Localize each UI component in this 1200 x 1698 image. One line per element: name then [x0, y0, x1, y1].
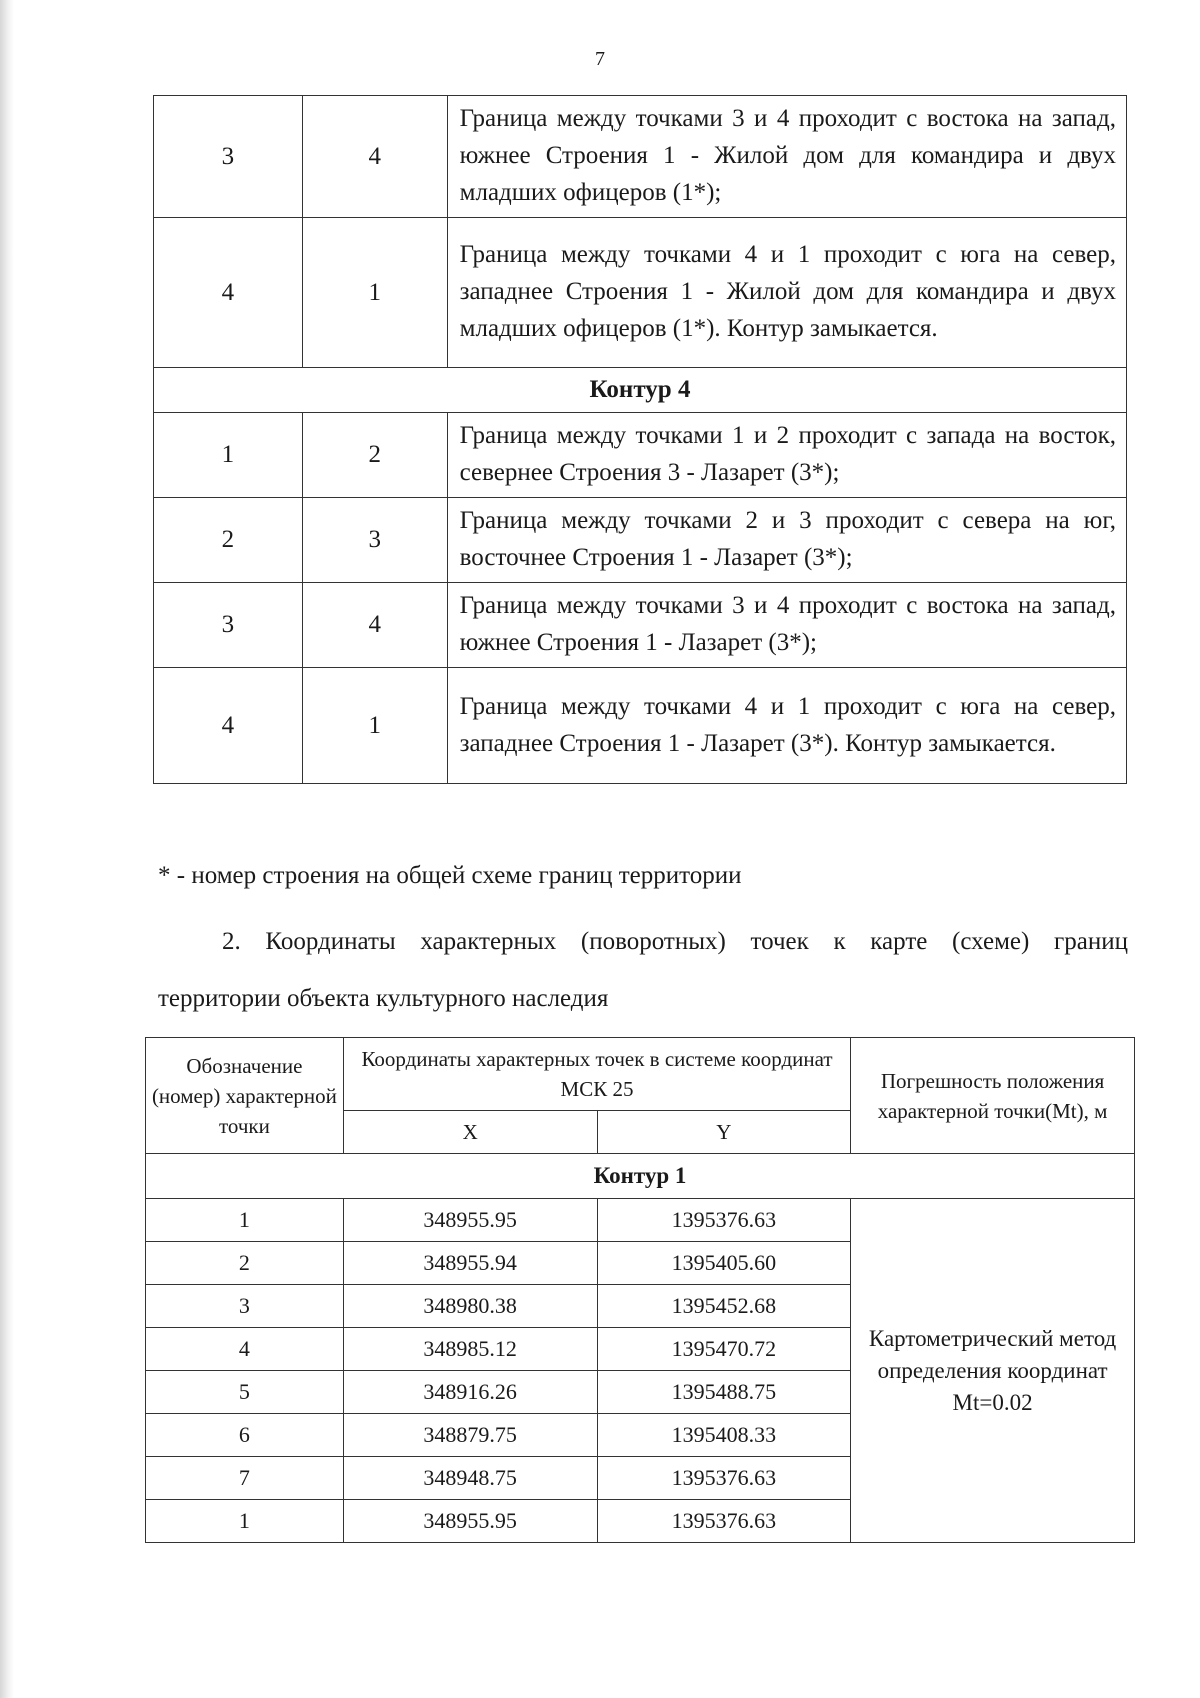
footnote: * - номер строения на общей схеме границ территории	[158, 862, 742, 889]
paragraph-line-2: территории объекта культурного наследия	[158, 985, 609, 1012]
boundary-description: Граница между точками 3 и 4 проходит с востока на запад, южнее Строения 1 - Лазарет (3*);	[447, 583, 1126, 668]
point-from: 3	[154, 583, 303, 668]
boundary-description: Граница между точками 4 и 1 проходит с юга на север, западнее Строения 1 - Жилой дом для командира и двух младших офицеров (1*). Контур замыкается.	[447, 218, 1126, 368]
point-to: 4	[302, 96, 447, 218]
y-coordinate: 1395376.63	[597, 1199, 851, 1242]
boundary-description: Граница между точками 3 и 4 проходит с востока на запад, южнее Строения 1 - Жилой дом для командира и двух младших офицеров (1*);	[447, 96, 1126, 218]
x-coordinate: 348879.75	[343, 1414, 597, 1457]
section-paragraph	[158, 913, 1128, 1027]
contour-title: Контур 1	[146, 1154, 1135, 1199]
y-coordinate: 1395405.60	[597, 1242, 851, 1285]
x-coordinate: 348955.94	[343, 1242, 597, 1285]
header-coordinates: Координаты характерных точек в системе координат МСК 25	[343, 1038, 850, 1111]
y-coordinate: 1395452.68	[597, 1285, 851, 1328]
point-from: 1	[154, 413, 303, 498]
point-number: 1	[146, 1500, 344, 1543]
point-number: 2	[146, 1242, 344, 1285]
boundary-description: Граница между точками 2 и 3 проходит с севера на юг, восточнее Строения 1 - Лазарет (3*);	[447, 498, 1126, 583]
point-from: 4	[154, 218, 303, 368]
point-number: 6	[146, 1414, 344, 1457]
x-coordinate: 348955.95	[343, 1500, 597, 1543]
x-coordinate: 348916.26	[343, 1371, 597, 1414]
point-to: 2	[302, 413, 447, 498]
header-point-designation: Обозначение (номер) характерной точки	[146, 1038, 344, 1154]
point-from: 2	[154, 498, 303, 583]
point-to: 4	[302, 583, 447, 668]
x-coordinate: 348980.38	[343, 1285, 597, 1328]
boundary-row	[154, 583, 1127, 668]
header-error: Погрешность положения характерной точки(Mt), м	[851, 1038, 1135, 1154]
boundary-row	[154, 218, 1127, 368]
point-to: 1	[302, 218, 447, 368]
coordinates-table	[145, 1037, 1135, 1543]
y-coordinate: 1395376.63	[597, 1457, 851, 1500]
y-coordinate: 1395470.72	[597, 1328, 851, 1371]
point-from: 3	[154, 96, 303, 218]
point-number: 1	[146, 1199, 344, 1242]
page-number: 7	[595, 48, 605, 70]
point-number: 4	[146, 1328, 344, 1371]
y-coordinate: 1395376.63	[597, 1500, 851, 1543]
coordinate-row	[146, 1199, 1135, 1242]
y-coordinate: 1395488.75	[597, 1371, 851, 1414]
paragraph-line-1: 2. Координаты характерных (поворотных) точек к карте (схеме) границ	[222, 928, 1128, 955]
accuracy-method: Картометрический метод определения координат Mt=0.02	[851, 1199, 1135, 1543]
boundary-description-table	[153, 95, 1127, 784]
point-to: 1	[302, 668, 447, 784]
point-number: 7	[146, 1457, 344, 1500]
point-to: 3	[302, 498, 447, 583]
y-coordinate: 1395408.33	[597, 1414, 851, 1457]
boundary-description: Граница между точками 1 и 2 проходит с запада на восток, севернее Строения 3 - Лазарет (3*);	[447, 413, 1126, 498]
x-coordinate: 348948.75	[343, 1457, 597, 1500]
boundary-row	[154, 668, 1127, 784]
header-x: X	[343, 1111, 597, 1154]
point-number: 3	[146, 1285, 344, 1328]
boundary-description: Граница между точками 4 и 1 проходит с юга на север, западнее Строения 1 - Лазарет (3*). Контур замыкается.	[447, 668, 1126, 784]
x-coordinate: 348985.12	[343, 1328, 597, 1371]
x-coordinate: 348955.95	[343, 1199, 597, 1242]
boundary-row	[154, 413, 1127, 498]
boundary-row	[154, 498, 1127, 583]
boundary-row	[154, 96, 1127, 218]
point-number: 5	[146, 1371, 344, 1414]
scan-edge-shadow	[0, 0, 14, 1698]
header-y: Y	[597, 1111, 851, 1154]
point-from: 4	[154, 668, 303, 784]
contour-title: Контур 4	[154, 368, 1127, 413]
